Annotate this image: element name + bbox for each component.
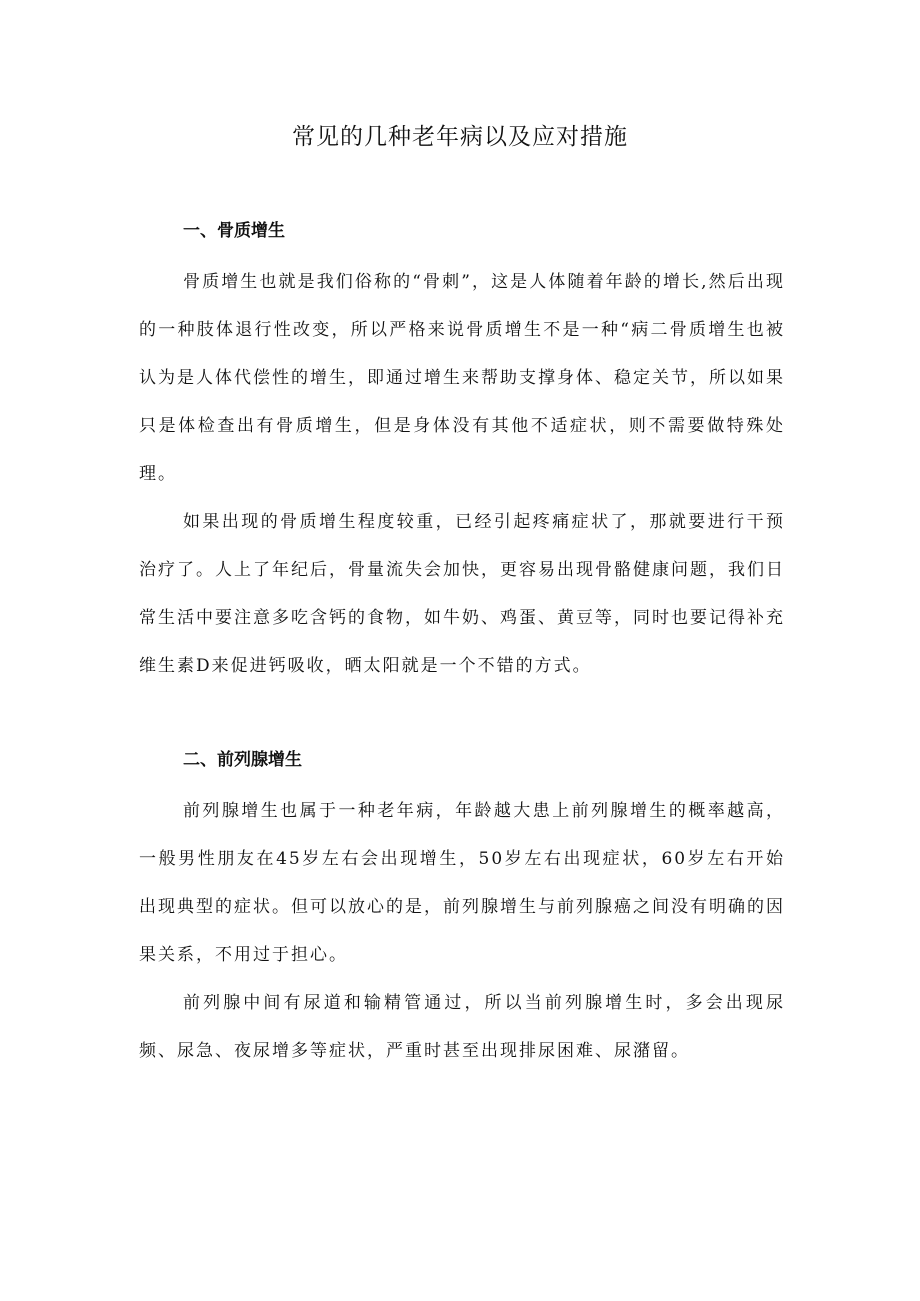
paragraph: 如果出现的骨质增生程度较重，已经引起疼痛症状了，那就要进行干预治疗了。人上了年纪后，骨量流失会加快，更容易出现骨骼健康问题，我们日常生活中要注意多吃含钙的食物，如牛奶、鸡蛋、黄豆等，同时也要记得补充维生素D来促进钙吸收，晒太阳就是一个不错的方式。: [139, 512, 785, 676]
paragraph: 骨质增生也就是我们俗称的“骨刺”，这是人体随着年龄的增长,然后出现的一种肢体退行性改变，所以严格来说骨质增生不是一种“病二骨质增生也被认为是人体代偿性的增生，即通过增生来帮助支撑身体、稳定关节，所以如果只是体检查出有骨质增生，但是身体没有其他不适症状，则不需要做特殊处理。: [139, 272, 785, 484]
section-heading: 二、前列腺增生: [183, 750, 302, 770]
section-bone-hyperplasia: [139, 216, 785, 690]
section-heading: 一、骨质增生: [183, 221, 285, 241]
paragraph: 前列腺增生也属于一种老年病，年龄越大患上前列腺增生的概率越高，一般男性朋友在45岁左右会出现增生，50岁左右出现症状，60岁左右开始出现典型的症状。但可以放心的是，前列腺增生与前列腺癌之间没有明确的因果关系，不用过于担心。: [139, 801, 785, 965]
paragraph: 前列腺中间有尿道和输精管通过，所以当前列腺增生时，多会出现尿频、尿急、夜尿增多等症状，严重时甚至出现排尿困难、尿潴留。: [139, 993, 785, 1061]
page-title: 常见的几种老年病以及应对措施: [292, 124, 628, 150]
section-prostate-hyperplasia: [139, 745, 785, 1075]
